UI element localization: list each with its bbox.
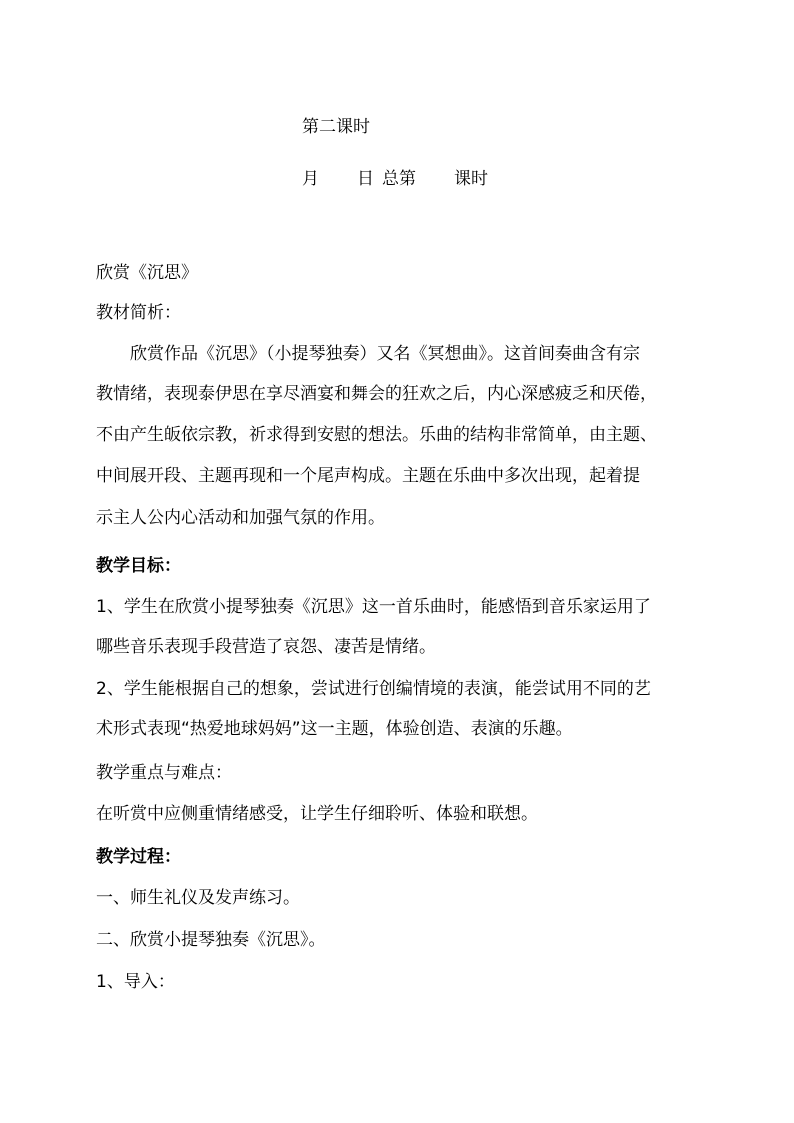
analysis-line: 教情绪，表现泰伊思在享尽酒宴和舞会的狂欢之后，内心深感疲乏和厌倦， <box>96 384 657 404</box>
process-heading: 教学过程： <box>96 847 181 867</box>
date-total: 总第 <box>382 169 416 189</box>
topic: 欣赏《沉思》 <box>96 263 198 283</box>
keypoints-heading: 教学重点与难点： <box>96 763 232 783</box>
lesson-title: 第二课时 <box>302 117 370 137</box>
analysis-line: 欣赏作品《沉思》（小提琴独奏）又名《冥想曲》。这首间奏曲含有宗 <box>130 344 640 364</box>
goal-line: 1、学生在欣赏小提琴独奏《沉思》这一首乐曲时，能感悟到音乐家运用了 <box>96 597 651 617</box>
process-substep: 1、导入： <box>96 972 175 992</box>
analysis-line: 中间展开段、主题再现和一个尾声构成。主题在乐曲中多次出现，起着提 <box>96 466 640 486</box>
date-line <box>302 168 488 190</box>
process-step: 一、师生礼仪及发声练习。 <box>96 888 300 908</box>
analysis-line: 示主人公内心活动和加强气氛的作用。 <box>96 508 385 528</box>
analysis-line: 不由产生皈依宗教，祈求得到安慰的想法。乐曲的结构非常简单，由主题、 <box>96 425 657 445</box>
goals-heading: 教学目标： <box>96 556 181 576</box>
goal-line: 哪些音乐表现手段营造了哀怨、凄苦是情绪。 <box>96 637 436 657</box>
date-day: 日 <box>357 169 374 189</box>
date-lesson: 课时 <box>454 169 488 189</box>
goal-line: 术形式表现“热爱地球妈妈”这一主题，体验创造、表演的乐趣。 <box>96 719 573 739</box>
goal-line: 2、学生能根据自己的想象，尝试进行创编情境的表演，能尝试用不同的艺 <box>96 679 651 699</box>
analysis-heading: 教材简析： <box>96 303 181 323</box>
process-step: 二、欣赏小提琴独奏《沉思》。 <box>96 930 326 950</box>
keypoints-text: 在听赏中应侧重情绪感受，让学生仔细聆听、体验和联想。 <box>96 804 538 824</box>
date-month: 月 <box>302 169 319 189</box>
